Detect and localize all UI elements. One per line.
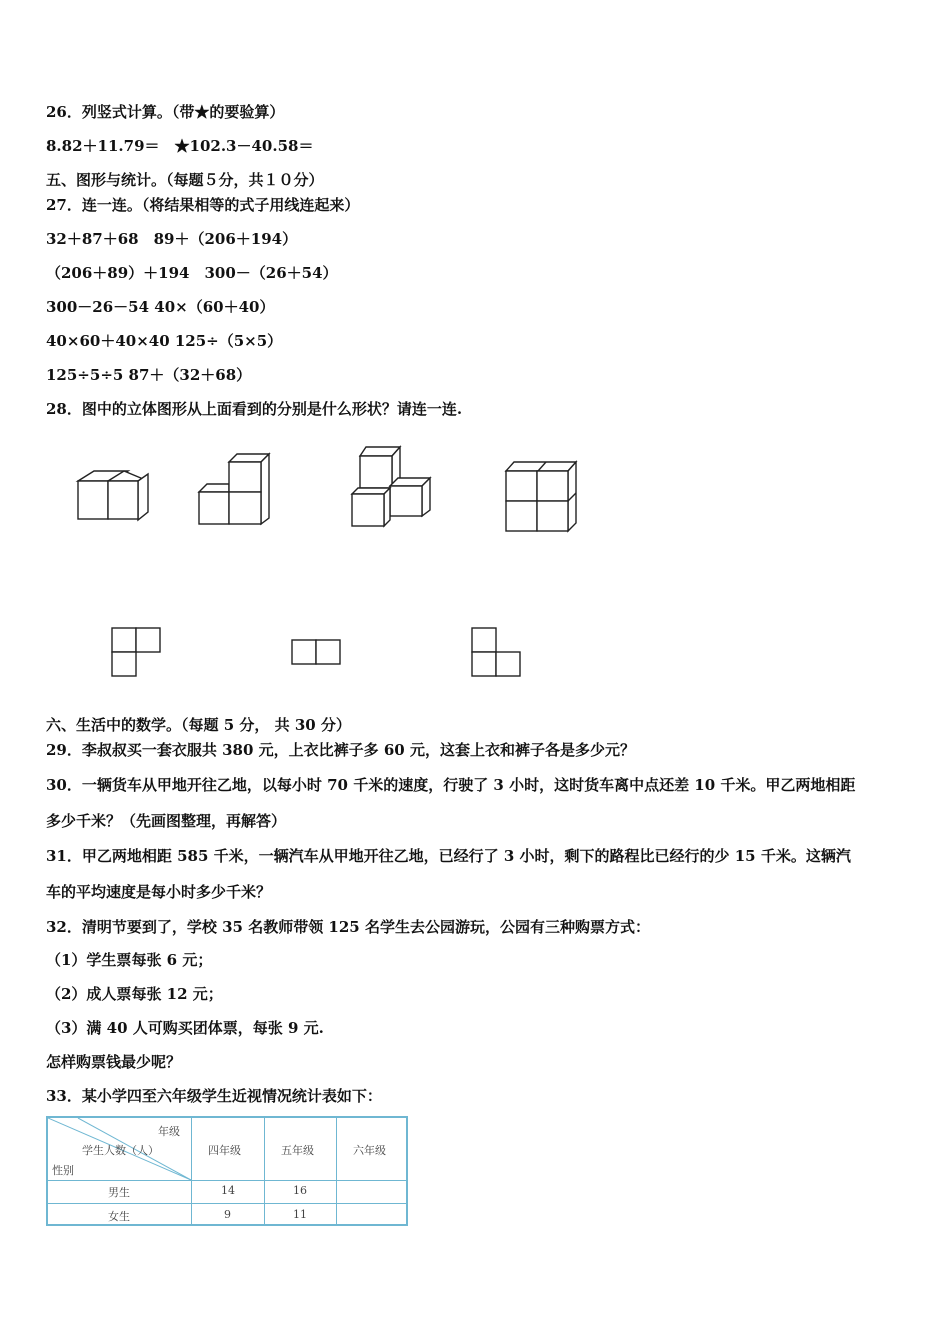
top-view-3: [470, 626, 524, 680]
q27-row-3: 300－26－54 40×（60＋40）: [46, 298, 275, 316]
q31-line-2: 车的平均速度是每小时多少千米？: [46, 883, 272, 901]
section-6-heading: 六、生活中的数学。（每题 5 分， 共 30 分）: [46, 716, 351, 734]
solid-figure-1: [72, 465, 154, 525]
q27-row-1: 32＋87＋68 89＋（206＋194）: [46, 230, 298, 248]
q27-title: 27．连一连。（将结果相等的式子用线连起来）: [46, 196, 360, 214]
table-corner-grade: 年级: [158, 1125, 180, 1138]
table-header-grade5: 五年级: [281, 1144, 314, 1157]
section-5-heading: 五、图形与统计。（每题５分，共１０分）: [46, 171, 324, 189]
solid-figure-2: [195, 450, 275, 528]
table-row-girls-grade5: 11: [293, 1208, 307, 1221]
q33: 33．某小学四至六年级学生近视情况统计表如下：: [46, 1087, 382, 1105]
solid-figure-4: [500, 457, 582, 537]
table-corner-gender: 性别: [52, 1164, 74, 1177]
q32-option-1: （1）学生票每张 6 元；: [46, 951, 213, 969]
q26-expressions: 8.82＋11.79＝ ★102.3－40.58＝: [46, 137, 314, 155]
q28-title: 28．图中的立体图形从上面看到的分别是什么形状？请连一连.: [46, 400, 463, 418]
q32-question: 怎样购票钱最少呢？: [46, 1053, 182, 1071]
q27-row-2: （206＋89）＋194 300－（26＋54）: [46, 264, 338, 282]
q29: 29．李叔叔买一套衣服共 380 元，上衣比裤子多 60 元，这套上衣和裤子各是多少元？: [46, 741, 635, 759]
table-row-girls-grade4: 9: [224, 1208, 231, 1221]
q32-option-2: （2）成人票每张 12 元；: [46, 985, 223, 1003]
q32: 32．清明节要到了，学校 35 名教师带领 125 名学生去公园游玩，公园有三种购票方式：: [46, 918, 650, 936]
q30-line-1: 30．一辆货车从甲地开往乙地，以每小时 70 千米的速度，行驶了 3 小时，这时货车离中点还差 10 千米。甲乙两地相距: [46, 776, 856, 794]
q27-row-4: 40×60＋40×40 125÷（5×5）: [46, 332, 283, 350]
table-header-grade4: 四年级: [208, 1144, 241, 1157]
table-row-boys-grade4: 14: [221, 1184, 235, 1197]
table-row-boys-label: 男生: [108, 1186, 130, 1199]
myopia-table: [46, 1116, 408, 1226]
q30-line-2: 多少千米？（先画图整理，再解答）: [46, 812, 287, 830]
table-row-boys-grade5: 16: [293, 1184, 307, 1197]
q32-option-3: （3）满 40 人可购买团体票，每张 9 元.: [46, 1019, 324, 1037]
table-corner-count: 学生人数（人）: [82, 1144, 159, 1157]
q27-row-5: 125÷5÷5 87＋（32＋68）: [46, 366, 252, 384]
q26-title: 26．列竖式计算。（带★的要验算）: [46, 103, 285, 121]
top-view-2: [290, 638, 344, 668]
table-row-girls-label: 女生: [108, 1210, 130, 1223]
table-header-grade6: 六年级: [353, 1144, 386, 1157]
top-view-1: [110, 626, 164, 680]
q31-line-1: 31．甲乙两地相距 585 千米，一辆汽车从甲地开往乙地，已经行了 3 小时，剩下的路程比已经行的少 15 千米。这辆汽: [46, 847, 851, 865]
solid-figure-3: [346, 442, 436, 530]
